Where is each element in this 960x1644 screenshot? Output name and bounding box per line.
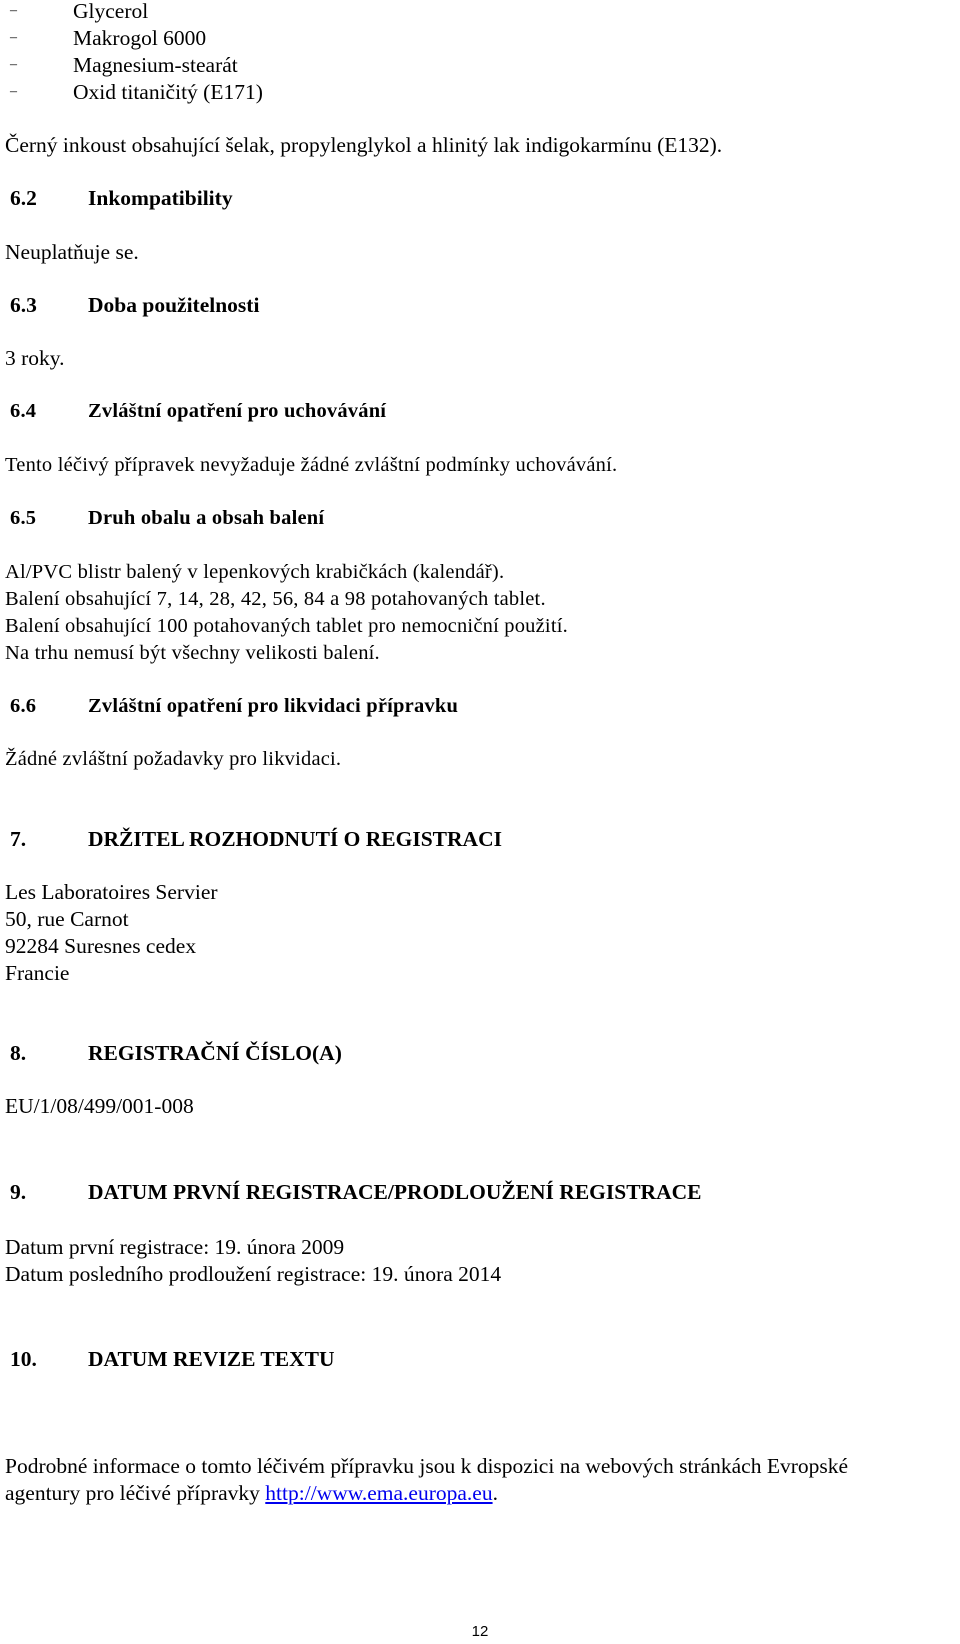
section-title: DRŽITEL ROZHODNUTÍ O REGISTRACI — [88, 827, 502, 851]
dash-bullet: ‒ — [10, 30, 17, 45]
section-body-line: Balení obsahující 7, 14, 28, 42, 56, 84 a 98 potahovaných tablet. — [5, 588, 546, 610]
section-title: Inkompatibility — [88, 186, 233, 210]
section-number: 8. — [10, 1041, 27, 1065]
section-body-line: Na trhu nemusí být všechny velikosti balení. — [5, 642, 380, 664]
section-body: Tento léčivý přípravek nevyžaduje žádné zvláštní podmínky uchovávání. — [5, 454, 618, 476]
dash-bullet: ‒ — [10, 57, 17, 72]
section-title: Doba použitelnosti — [88, 293, 260, 317]
ema-website-link[interactable]: http://www.ema.europa.eu — [265, 1481, 493, 1505]
section-body-line: Al/PVC blistr balený v lepenkových krabičkách (kalendář). — [5, 561, 505, 583]
registration-number: EU/1/08/499/001-008 — [5, 1094, 194, 1118]
list-item-text: Glycerol — [73, 0, 149, 23]
section-number: 6.2 — [10, 186, 37, 210]
section-number: 9. — [10, 1180, 27, 1204]
date-line: Datum posledního prodloužení registrace: 19. února 2014 — [5, 1262, 502, 1286]
address-line: Francie — [5, 961, 70, 985]
page-number: 12 — [471, 1623, 489, 1640]
info-paragraph-line — [5, 1480, 498, 1506]
section-title: DATUM PRVNÍ REGISTRACE/PRODLOUŽENÍ REGISTRACE — [88, 1180, 702, 1204]
section-title: Zvláštní opatření pro likvidaci přípravku — [88, 695, 459, 717]
list-item-text: Makrogol 6000 — [73, 26, 207, 50]
info-paragraph-line: Podrobné informace o tomto léčivém přípravku jsou k dispozici na webových stránkách Evropské — [5, 1454, 849, 1478]
section-body-line: Balení obsahující 100 potahovaných tablet pro nemocniční použití. — [5, 615, 568, 637]
address-line: Les Laboratoires Servier — [5, 880, 218, 904]
list-item-text: Magnesium-stearát — [73, 53, 238, 77]
info-text: agentury pro léčivé přípravky — [5, 1481, 266, 1505]
section-number: 10. — [10, 1347, 37, 1371]
section-number: 6.4 — [10, 400, 37, 422]
date-line: Datum první registrace: 19. února 2009 — [5, 1235, 345, 1259]
section-number: 6.3 — [10, 293, 37, 317]
info-text-end: . — [492, 1481, 498, 1505]
address-line: 92284 Suresnes cedex — [5, 934, 197, 958]
address-line: 50, rue Carnot — [5, 907, 129, 931]
section-title: Zvláštní opatření pro uchovávání — [88, 400, 387, 422]
section-title: REGISTRAČNÍ ČÍSLO(A) — [88, 1041, 342, 1065]
section-number: 6.6 — [10, 695, 37, 717]
dash-bullet: ‒ — [10, 3, 17, 18]
section-title: Druh obalu a obsah balení — [88, 507, 325, 529]
section-number: 6.5 — [10, 507, 37, 529]
dash-bullet: ‒ — [10, 84, 17, 99]
section-title: DATUM REVIZE TEXTU — [88, 1347, 335, 1371]
ink-paragraph: Černý inkoust obsahující šelak, propylenglykol a hlinitý lak indigokarmínu (E132). — [5, 133, 723, 157]
section-body: Žádné zvláštní požadavky pro likvidaci. — [5, 748, 342, 770]
list-item-text: Oxid titaničitý (E171) — [73, 80, 263, 104]
section-body: Neuplatňuje se. — [5, 240, 139, 264]
section-body: 3 roky. — [5, 346, 65, 370]
section-number: 7. — [10, 827, 27, 851]
